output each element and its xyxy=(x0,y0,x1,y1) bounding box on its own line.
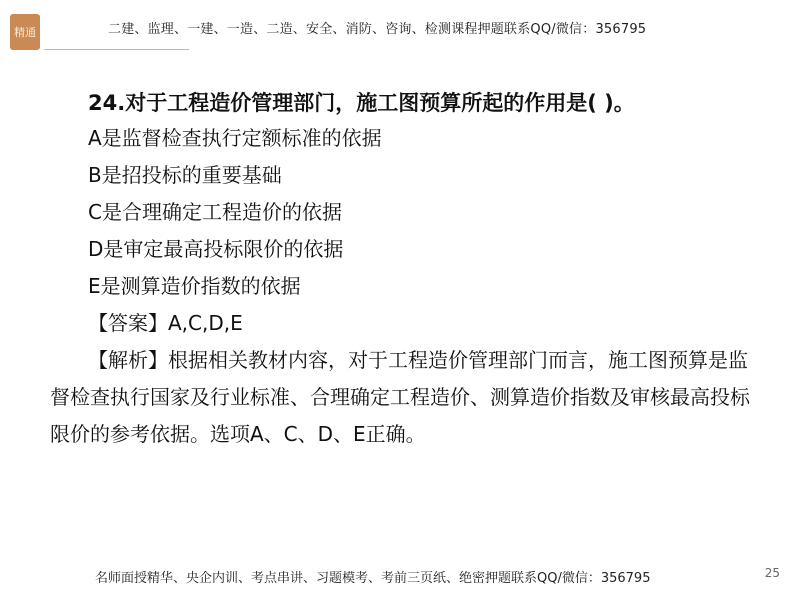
logo-text: 精通 xyxy=(14,26,36,39)
footer-text: 名师面授精华、央企内训、考点串讲、习题模考、考前三页纸、绝密押题联系QQ/微信：356795 xyxy=(95,571,651,586)
option-b: B是招投标的重要基础 xyxy=(88,163,282,187)
option-a: A是监督检查执行定额标准的依据 xyxy=(88,126,382,150)
slide-content xyxy=(50,86,770,453)
analysis: 【解析】根据相关教材内容，对于工程造价管理部门而言，施工图预算是监督检查执行国家及行业标准、合理确定工程造价、测算造价指数及审核最高投标限价的参考依据。选项A、C、D、E正确。 xyxy=(50,348,750,446)
brand-logo xyxy=(10,14,40,50)
option-c: C是合理确定工程造价的依据 xyxy=(88,200,342,224)
question-title: 24.对于工程造价管理部门，施工图预算所起的作用是( )。 xyxy=(88,91,635,115)
header-text: 二建、监理、一建、一造、二造、安全、消防、咨询、检测课程押题联系QQ/微信：356795 xyxy=(108,22,647,37)
page-number: 25 xyxy=(764,566,780,580)
option-d: D是审定最高投标限价的依据 xyxy=(88,237,344,261)
option-e: E是测算造价指数的依据 xyxy=(88,274,301,298)
header-divider xyxy=(44,49,189,50)
answer: 【答案】A,C,D,E xyxy=(88,311,243,335)
